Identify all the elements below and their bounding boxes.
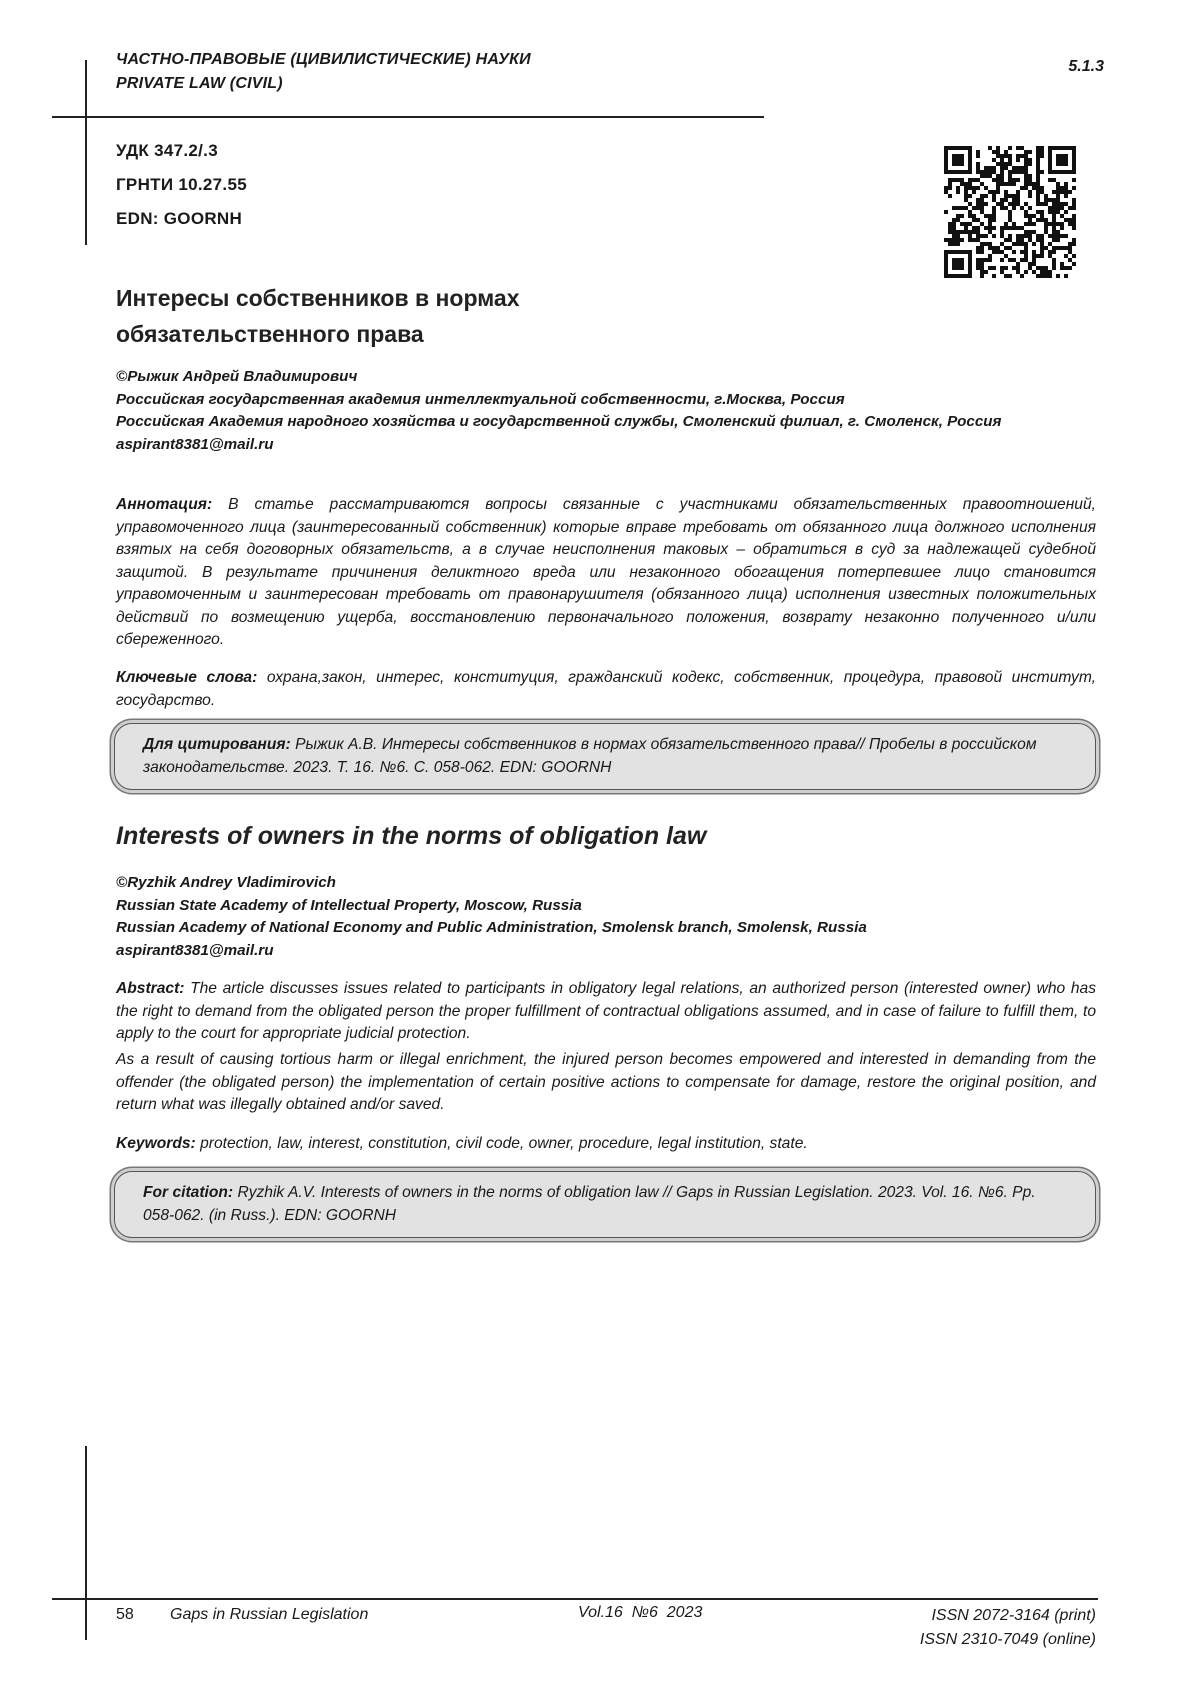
- udk-code: УДК 347.2/.3: [116, 141, 218, 161]
- abstract-en-paragraph-2: As a result of causing tortious harm or illegal enrichment, the injured person becomes empowered and interested in demanding from the offender (the obligated person) the implementation of certain positive actions to compensate for damage, restore the original position, and return what was illegally obtained and/or saved.: [116, 1049, 1096, 1117]
- article-title-ru-line2: обязательственного права: [116, 316, 716, 352]
- edn-code: EDN: GOORNH: [116, 209, 242, 229]
- affiliation-en-2: Russian Academy of National Economy and Public Administration, Smolensk branch, Smolensk, Russia: [116, 917, 1096, 940]
- issn-print: ISSN 2072-3164 (print): [920, 1604, 1096, 1628]
- keywords-en: [116, 1133, 1096, 1156]
- qr-code-image: [944, 146, 1076, 278]
- journal-name: Gaps in Russian Legislation: [170, 1606, 368, 1624]
- abstract-text-en: The article discusses issues related to participants in obligatory legal relations, an authorized person (interested owner) who has the right to demand from the obligated person the proper fulfillment of contractual obligations assumed, and in case of failure to fulfill them, to apply to the court for appropriate judicial protection.: [116, 980, 1096, 1042]
- keywords-ru: [116, 667, 1096, 712]
- keywords-text-ru: охрана,закон, интерес, конституция, гражданский кодекс, собственник, процедура, правовой институт, государство.: [116, 669, 1096, 709]
- section-heading: [116, 48, 531, 96]
- citation-label-ru: Для цитирования:: [143, 736, 291, 753]
- citation-box-en: [114, 1171, 1096, 1238]
- author-block-ru: [116, 366, 1096, 456]
- journal-volume: Vol.16 №6 2023: [578, 1604, 702, 1622]
- keywords-text-en: protection, law, interest, constitution, civil code, owner, procedure, legal institution, state.: [200, 1135, 808, 1152]
- grnti-code: ГРНТИ 10.27.55: [116, 175, 247, 195]
- keywords-label-en: Keywords:: [116, 1135, 196, 1152]
- abstract-ru: [116, 494, 1096, 652]
- abstract-label-ru: Аннотация:: [116, 496, 212, 513]
- article-title-ru: [116, 280, 716, 352]
- keywords-label-ru: Ключевые слова:: [116, 669, 257, 686]
- section-heading-ru: ЧАСТНО-ПРАВОВЫЕ (ЦИВИЛИСТИЧЕСКИЕ) НАУКИ: [116, 48, 531, 72]
- affiliation-en-1: Russian State Academy of Intellectual Property, Moscow, Russia: [116, 895, 1096, 918]
- bottom-vertical-rule: [85, 1446, 87, 1640]
- abstract-text-ru: В статье рассматриваются вопросы связанные с участниками обязательственных правоотношений, управомоченного лица (заинтересованный собственник) которые вправе требовать от обязанного лица должного исполнения взятых на себя договорных обязательств, а в случае неисполнения таковых – обратиться в суд за надлежащей судебной защитой. В результате причинения деликтного вреда или незаконного обогащения потерпевшее лицо становится управомоченным и заинтересован требовать от правонарушителя (обязанного лица) исполнения известных положительных действий по возмещению ущерба, восстановлению первоначального положения, возврату незаконно полученного и/или сбереженного.: [116, 496, 1096, 648]
- citation-text-en: Ryzhik A.V. Interests of owners in the norms of obligation law // Gaps in Russian Legislation. 2023. Vol. 16. №6. Pp. 058-062. (in Russ.). EDN: GOORNH: [143, 1184, 1036, 1224]
- citation-text-ru: Рыжик А.В. Интересы собственников в нормах обязательственного права// Пробелы в российском законодательстве. 2023. Т. 16. №6. С. 058-062. EDN: GOORNH: [143, 736, 1037, 776]
- author-name-ru: ©Рыжик Андрей Владимирович: [116, 366, 1096, 389]
- page-number: 58: [116, 1606, 134, 1624]
- author-email-en[interactable]: aspirant8381@mail.ru: [116, 940, 1096, 963]
- affiliation-ru-2: Российская Академия народного хозяйства и государственной службы, Смоленский филиал, г. Смоленск, Россия: [116, 411, 1096, 434]
- article-title-en: Interests of owners in the norms of obligation law: [116, 822, 706, 851]
- author-block-en: [116, 872, 1096, 962]
- qr-code: [944, 146, 1076, 278]
- abstract-en: [116, 978, 1096, 1046]
- top-vertical-rule: [85, 60, 87, 245]
- section-heading-en: PRIVATE LAW (CIVIL): [116, 72, 531, 96]
- author-email-ru[interactable]: aspirant8381@mail.ru: [116, 434, 1096, 457]
- bottom-horizontal-rule: [52, 1598, 1098, 1600]
- article-title-ru-line1: Интересы собственников в нормах: [116, 280, 716, 316]
- abstract-label-en: Abstract:: [116, 980, 184, 997]
- citation-box-ru: [114, 723, 1096, 790]
- author-name-en: ©Ryzhik Andrey Vladimirovich: [116, 872, 1096, 895]
- affiliation-ru-1: Российская государственная академия интеллектуальной собственности, г.Москва, Россия: [116, 389, 1096, 412]
- top-horizontal-rule: [52, 116, 764, 118]
- section-code: 5.1.3: [1068, 58, 1104, 76]
- issn-online: ISSN 2310-7049 (online): [920, 1628, 1096, 1652]
- citation-label-en: For citation:: [143, 1184, 233, 1201]
- issn-block: [920, 1604, 1096, 1652]
